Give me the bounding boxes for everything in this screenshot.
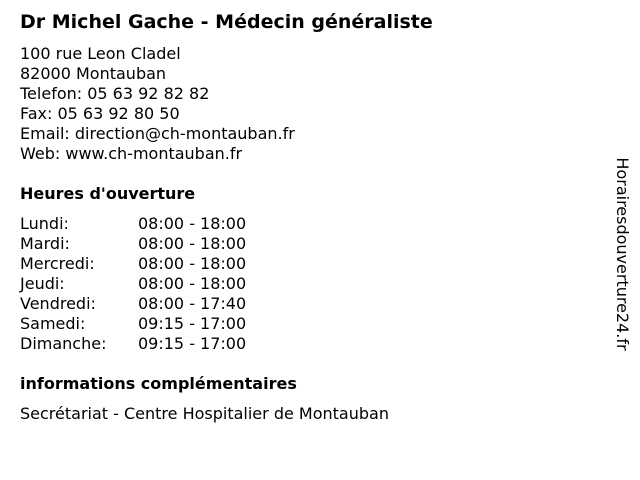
time-range: 08:00 - 18:00 (138, 274, 247, 293)
time-range: 08:00 - 17:40 (138, 294, 247, 313)
additional-info-heading: informations complémentaires (20, 374, 297, 393)
day-label: Samedi: (20, 314, 86, 333)
day-label: Jeudi: (20, 274, 65, 293)
time-range: 09:15 - 17:00 (138, 314, 247, 333)
day-label: Lundi: (20, 214, 69, 233)
day-label: Mercredi: (20, 254, 95, 273)
day-label: Vendredi: (20, 294, 96, 313)
time-range: 08:00 - 18:00 (138, 214, 247, 233)
email-address: Email: direction@ch-montauban.fr (20, 124, 295, 143)
contact-block (20, 44, 295, 164)
opening-hours-heading: Heures d'ouverture (20, 184, 196, 203)
day-label: Mardi: (20, 234, 70, 253)
day-label: Dimanche: (20, 334, 107, 353)
address-street: 100 rue Leon Cladel (20, 44, 181, 63)
time-range: 08:00 - 18:00 (138, 254, 247, 273)
additional-info-text: Secrétariat - Centre Hospitalier de Montauban (20, 404, 389, 423)
fax-number: Fax: 05 63 92 80 50 (20, 104, 180, 123)
time-range: 09:15 - 17:00 (138, 334, 247, 353)
phone-number: Telefon: 05 63 92 82 82 (20, 84, 210, 103)
site-watermark: Horairesdouverture24.fr (613, 157, 632, 351)
time-range: 08:00 - 18:00 (138, 234, 247, 253)
page-title: Dr Michel Gache - Médecin généraliste (20, 11, 433, 33)
website: Web: www.ch-montauban.fr (20, 144, 243, 163)
address-city: 82000 Montauban (20, 64, 167, 83)
